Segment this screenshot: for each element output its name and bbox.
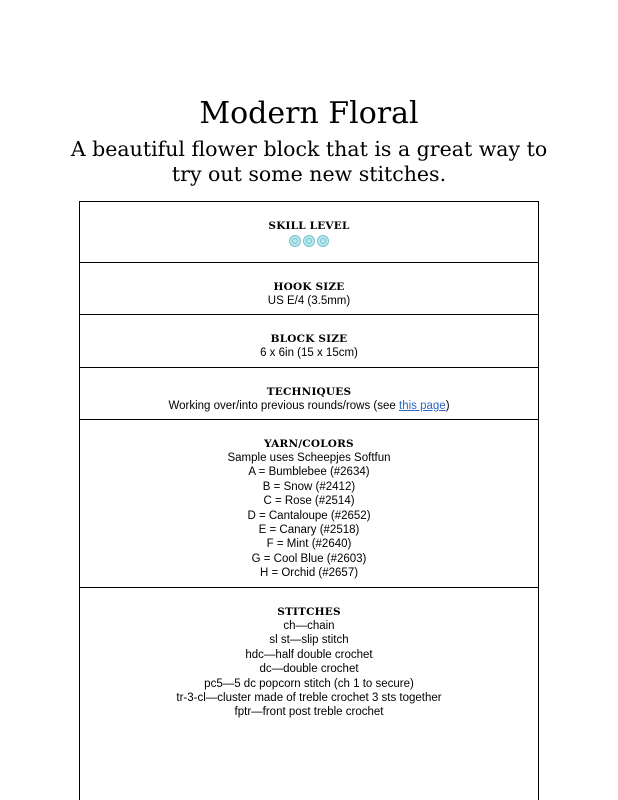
yarn-line: D = Cantaloupe (#2652) — [247, 509, 371, 522]
techniques-row — [80, 368, 538, 420]
yarn-colors-heading: YARN/COLORS — [264, 438, 354, 450]
page-title: Modern Floral — [199, 96, 419, 131]
stitch-line: sl st—slip stitch — [269, 634, 349, 647]
stitch-line: ch—chain — [283, 620, 335, 632]
yarn-line: Sample uses Scheepjes Softfun — [227, 452, 391, 464]
skill-level-row — [80, 202, 538, 263]
yarn-ball-icon — [303, 235, 315, 247]
skill-level-icons — [80, 235, 538, 249]
stitches-heading: STITCHES — [277, 606, 341, 618]
block-size-value: 6 x 6in (15 x 15cm) — [260, 347, 358, 359]
yarn-line: H = Orchid (#2657) — [259, 567, 359, 580]
stitch-line: fptr—front post treble crochet — [234, 706, 384, 719]
techniques-text — [80, 399, 538, 413]
stitches-row — [80, 588, 538, 800]
yarn-line: B = Snow (#2412) — [262, 480, 356, 493]
yarn-line: A = Bumblebee (#2634) — [248, 466, 370, 479]
skill-level-heading: SKILL LEVEL — [268, 220, 350, 232]
techniques-text-before: Working over/into previous rounds/rows (see — [168, 400, 399, 412]
hook-size-row — [80, 263, 538, 315]
yarn-line: E = Canary (#2518) — [258, 524, 360, 537]
yarn-line: G = Cool Blue (#2603) — [251, 552, 367, 565]
stitch-line: pc5—5 dc popcorn stitch (ch 1 to secure) — [204, 677, 414, 690]
yarn-ball-icon — [289, 235, 301, 247]
stitch-line: dc—double crochet — [259, 663, 359, 676]
yarn-colors-row — [80, 420, 538, 588]
page-subtitle: A beautiful flower block that is a great way to try out some new stitches. — [70, 137, 548, 186]
block-size-heading: BLOCK SIZE — [270, 333, 348, 345]
techniques-heading: TECHNIQUES — [266, 386, 352, 398]
block-size-row — [80, 315, 538, 368]
pattern-info-table — [79, 201, 539, 800]
yarn-line: F = Mint (#2640) — [266, 538, 352, 551]
hook-size-heading: HOOK SIZE — [273, 281, 345, 293]
techniques-text-after: ) — [445, 400, 450, 412]
stitch-line: hdc—half double crochet — [245, 648, 373, 661]
yarn-line: C = Rose (#2514) — [263, 495, 355, 508]
stitch-line: tr-3-cl—cluster made of treble crochet 3 sts together — [176, 692, 442, 705]
techniques-link[interactable]: this page — [399, 400, 446, 412]
yarn-ball-icon — [317, 235, 329, 247]
hook-size-value: US E/4 (3.5mm) — [267, 295, 351, 307]
